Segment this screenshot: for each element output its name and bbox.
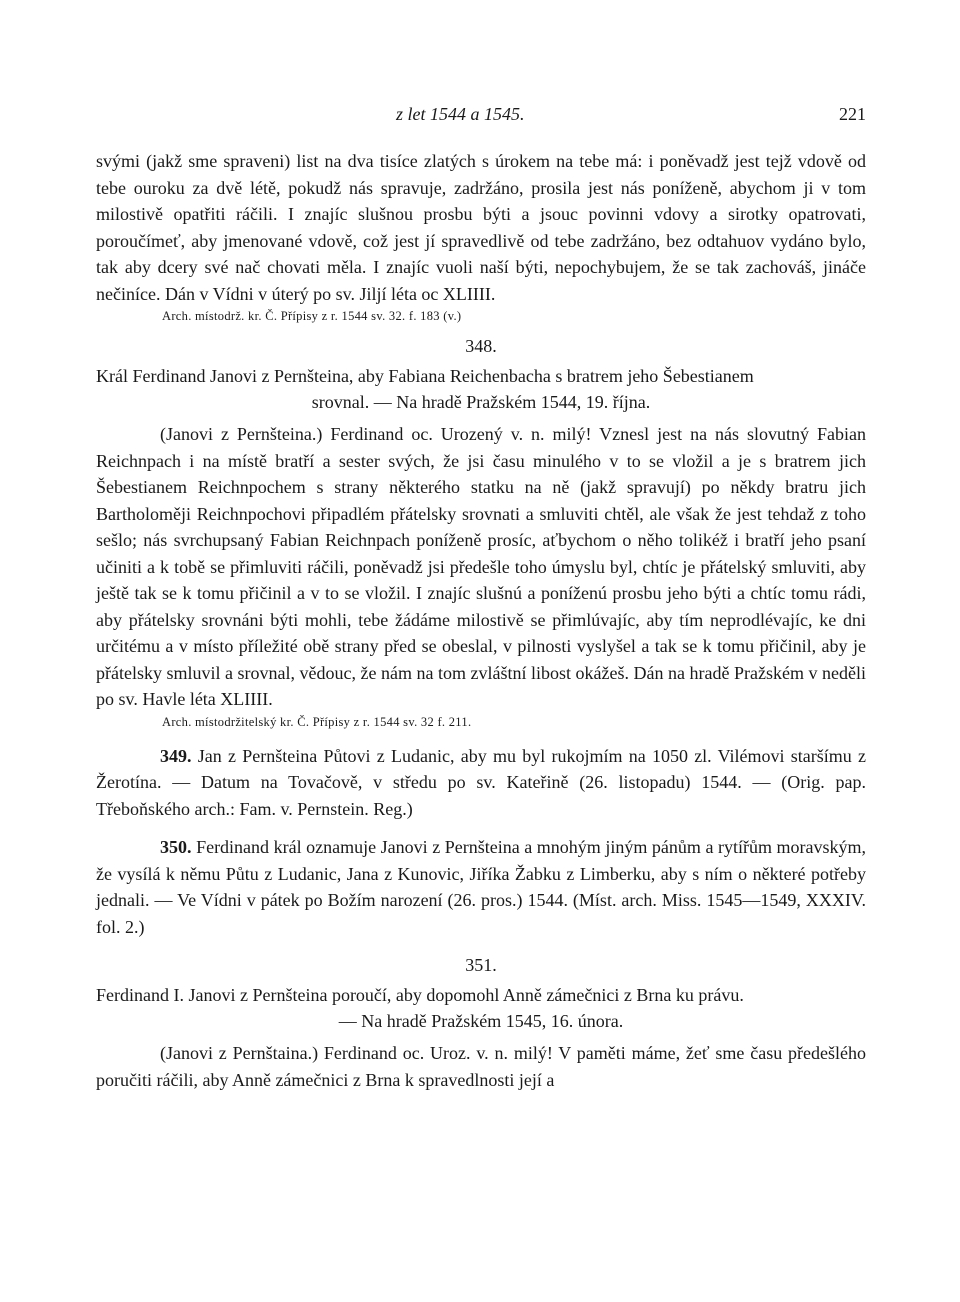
intro-source-note: Arch. místodrž. kr. Č. Přípisy z r. 1544 sv. 32. f. 183 (v.)	[162, 309, 462, 323]
page-number: 221	[839, 104, 866, 124]
doc-350-text: Ferdinand král oznamuje Janovi z Pernšteina a mnohým jiným pánům a rytířům moravským, že vysílá k němu Půtu z Ludanic, Jana z Kunovic, Jiříka Žabku z Limberku, aby s ním o některé potřeby jednali. — Ve Vídni v pátek po Božím narození (26. pros.) 1544. (Míst. arch. Miss. 1545—1549, XXXIV. fol. 2.)	[96, 837, 867, 937]
doc-350-regest	[96, 834, 866, 940]
running-header	[96, 104, 866, 134]
doc-351-summary-line2: — Na hradě Pražském 1545, 16. února.	[338, 1011, 624, 1031]
doc-351-number: 351.	[465, 955, 497, 975]
doc-351-summary	[96, 982, 866, 1034]
doc-348-source-note: Arch. místodržitelský kr. Č. Přípisy z r. 1544 sv. 32 f. 211.	[162, 714, 472, 729]
doc-349-text: Jan z Pernšteina Půtovi z Ludanic, aby mu byl rukojmím na 1050 zl. Vilémovi staršímu z Žerotína. — Datum na Tovačově, v středu po sv. Kateřině (26. listopadu) 1544. — (Orig. pap. Třeboňského arch.: Fam. v. Pernstein. Reg.)	[96, 745, 867, 819]
intro-paragraph: svými (jakž sme spraveni) list na dva tisíce zlatých s úrokem na tebe má: i poněvadž jest tejž vdově od tebe ouroku za dvě létě, pokudž nás spravuje, zadržáno, prosila jest nás poníženě, abychom ji v tom milostivě opatřiti ráčili. I znajíc slušnou prosbu býti a jsouc povinni vdovy a sirotky opatrovati, poroučímeť, aby jmenované vdově, což jest jí spravedlivě od tebe zadržáno, bez odtahuov vydáno bylo, tak aby dcery své nač chovati měla. I znajíc vuoli naší býti, nepochybujem, že se tak zachováš, jináče nečiníce. Dán v Vídni v úterý po sv. Jiljí léta oc XLIIII.	[96, 151, 866, 304]
doc-351-text: (Janovi z Pernštaina.) Ferdinand oc. Uroz. v. n. milý! V paměti máme, žeť sme času předešlého poručiti ráčili, aby Anně zámečnici z Brna k spravedlnosti její a	[96, 1043, 866, 1090]
page-body	[96, 148, 866, 1093]
doc-348-summary-line1: Král Ferdinand Janovi z Pernšteina, aby Fabiana Reichenbacha s bratrem jeho Šebestianem	[96, 366, 754, 386]
doc-348-summary-line2: srovnal. — Na hradě Pražském 1544, 19. října.	[311, 392, 651, 412]
doc-350-number: 350.	[160, 837, 192, 857]
doc-351-summary-line1: Ferdinand I. Janovi z Pernšteina poroučí, aby dopomohl Anně zámečnici z Brna ku právu.	[96, 985, 744, 1005]
doc-349-regest	[96, 743, 866, 823]
doc-348-summary	[96, 363, 866, 415]
running-title: z let 1544 a 1545.	[396, 104, 525, 124]
doc-349-number: 349.	[160, 745, 192, 766]
doc-348-number: 348.	[465, 336, 497, 356]
doc-348-text: (Janovi z Pernšteina.) Ferdinand oc. Urozený v. n. milý! Vznesl jest na nás slovutný Fabian Reichnpach i na místě bratří a sester svých, že jsi času minulého v to se vložil a je s bratrem jich Šebestianem Reichnpochem s strany některého statku na ně (jakž spravují) po někdy bratru jich Bartholoměji Reichnpochovi připadlém přátelsky srovnati a smluviti chtěl, ale však že jest tehdaž z toho sešlo; nás svrchupsaný Fabian Reichnpach poníženě prosíc, aťbychom o něho tolikéž i bratří jeho psaní učiniti a k tobě se přimluviti ráčili, poněvadž jsi předešle toho úmyslu byl, chtíc je přátelský smluviti, aby ještě tak se k tomu přičinil a v to se vložil. I znajíc slušnú a poníženú prosbu jeho býti a chtíc tomu rádi, aby přátelsky srovnáni býti mohli, tebe žádáme milostivě se přimlúvajíc, aby tím neprodlévajíc, ke dni určitému a v místo příležité obě strany před se obeslal, v pilnosti vyslyšel a tak se k tomu přičinil, aby je přátelsky smluvil a srovnal, vědouc, že nám na tom zvláštní libost okážeš. Dán na hradě Pražském v neděli po sv. Havle léta XLIIII.	[96, 424, 866, 709]
